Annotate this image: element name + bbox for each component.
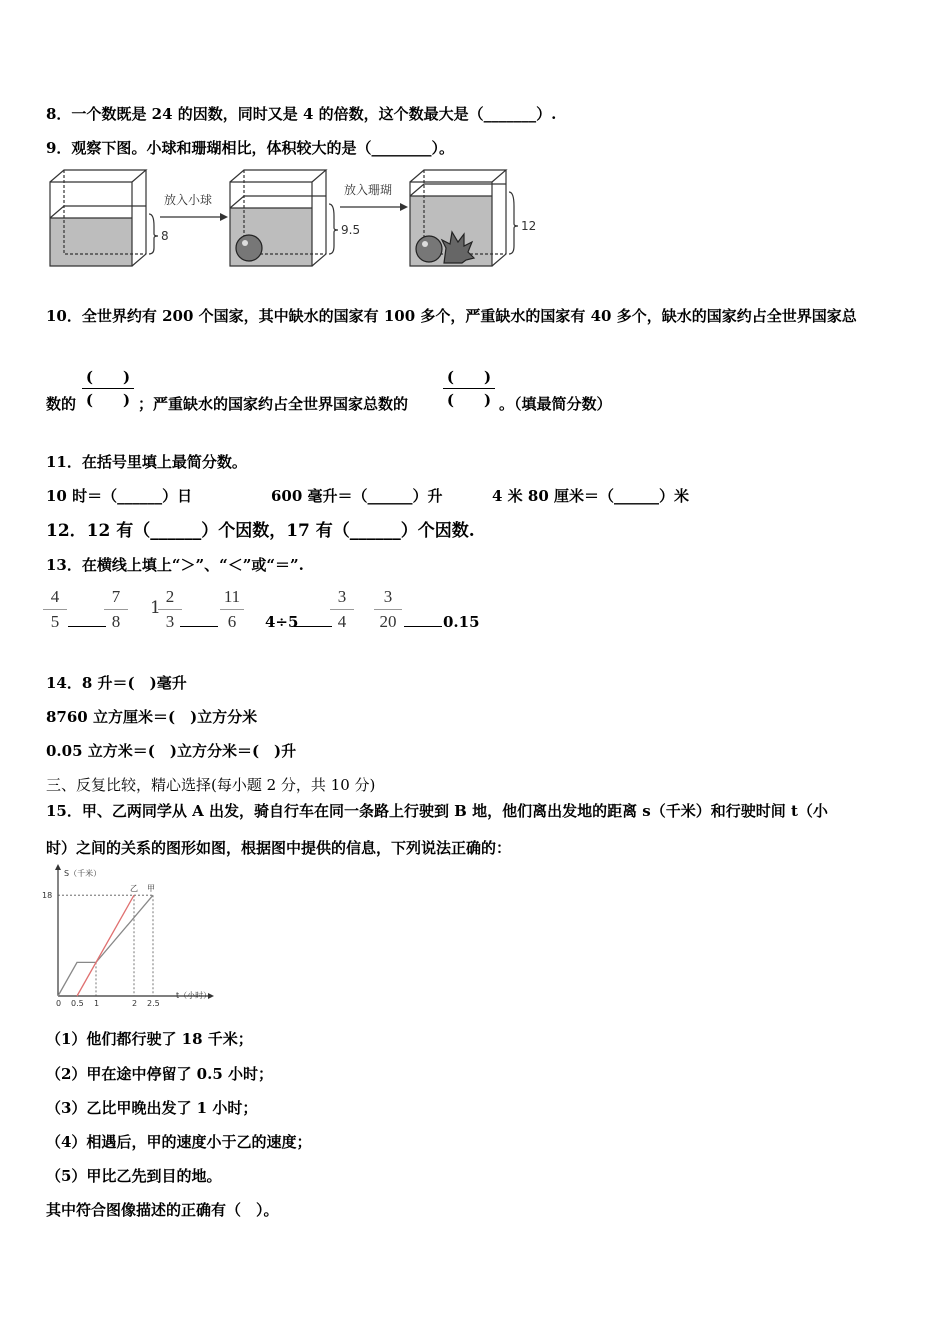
fraction-3-20: $\frac{3}{20}$ [374,587,402,632]
question-12: 12．12 有（______）个因数，17 有（______）个因数. [46,521,475,541]
section-3-title: 三、反复比较，精心选择(每小题 2 分，共 10 分) [46,776,376,794]
arrow-label-2: 放入珊瑚 [344,183,393,197]
blank-3[interactable] [294,626,332,627]
x-tick-label: 0.5 [71,999,84,1008]
option-1: （1）他们都行驶了 18 千米； [46,1030,253,1048]
question-8: 8．一个数既是 24 的因数，同时又是 4 的倍数，这个数最大是（_______）. [46,105,557,123]
decimal-value: 0.15 [443,613,480,631]
question-14-line2: 8760 立方厘米＝( )立方分米 [46,708,258,726]
question-11-b: 600 毫升＝（______）升 [271,487,443,505]
question-15-line2: 时）之间的关系的图形如图，根据图中提供的信息，下列说法正确的： [46,839,512,857]
x-tick-label: 2.5 [147,999,160,1008]
question-9: 9．观察下图。小球和珊瑚相比，体积较大的是（________）。 [46,139,454,157]
series-line-乙 [77,895,134,996]
question-15-line1: 15．甲、乙两同学从 A 出发，骑自行车在同一条路上行驶到 B 地，他们离出发地的距离 s（千米）和行驶时间 t（小 [46,802,828,820]
question-10-line1: 10．全世界约有 200 个国家，其中缺水的国家有 100 多个，严重缺水的国家有 40 多个，缺水的国家约占全世界国家总 [46,307,857,325]
question-15-conclusion: 其中符合图像描述的正确有（ ）。 [46,1201,279,1219]
distance-time-chart [40,862,240,1006]
volume-diagram [44,166,537,272]
height-label-3: 12 [521,219,537,233]
x-axis-label: t（小时） [176,991,212,1000]
fraction-7-8: $\frac{7}{8}$ [104,587,128,632]
blank-4[interactable] [404,626,442,627]
fraction-11-6: $\frac{11}{6}$ [220,587,244,632]
y-tick-label: 18 [42,891,53,901]
question-11: 11．在括号里填上最简分数。 [46,453,247,471]
question-11-a: 10 时＝（______）日 [46,487,193,505]
y-axis-arrow [55,864,61,870]
option-2: （2）甲在途中停留了 0.5 小时； [46,1065,273,1083]
question-10-middle: ；严重缺水的国家约占全世界国家总数的 [138,395,409,413]
answer-fraction-2[interactable]: ( ) ( ) [443,366,495,411]
height-label-1: 8 [161,229,169,243]
question-14-line3: 0.05 立方米＝( )立方分米＝( )升 [46,742,297,760]
option-3: （3）乙比甲晚出发了 1 小时； [46,1099,258,1117]
blank-1[interactable] [68,626,106,627]
option-4: （4）相遇后，甲的速度小于乙的速度； [46,1133,312,1151]
x-tick-label: 1 [94,999,100,1008]
legend-label-jia: 甲 [147,884,155,894]
option-5: （5）甲比乙先到目的地。 [46,1167,222,1185]
legend-label-yi: 乙 [130,884,138,894]
fraction-2-3: $\frac{2}{3}$ [158,587,182,632]
question-10-prefix: 数的 [46,395,77,413]
x-tick-label: 2 [132,999,138,1008]
answer-fraction-1[interactable]: ( ) ( ) [82,366,134,411]
y-axis-label: S（千米） [64,869,102,878]
question-10-suffix: 。（填最简分数） [499,395,612,413]
height-label-2: 9.5 [341,223,361,237]
fraction-3-4: $\frac{3}{4}$ [330,587,354,632]
arrow-label-1: 放入小球 [164,193,213,207]
division-expr: 4÷5 [265,613,299,631]
mixed-whole: 1 [150,598,161,618]
x-tick-label: 0 [56,999,62,1008]
question-13: 13．在横线上填上“＞”、“＜”或“＝”. [46,556,304,574]
blank-2[interactable] [180,626,218,627]
question-11-c: 4 米 80 厘米＝（______）米 [492,487,689,505]
question-14-line1: 14．8 升＝( )毫升 [46,674,187,692]
fraction-4-5: $\frac{4}{5}$ [43,587,67,632]
